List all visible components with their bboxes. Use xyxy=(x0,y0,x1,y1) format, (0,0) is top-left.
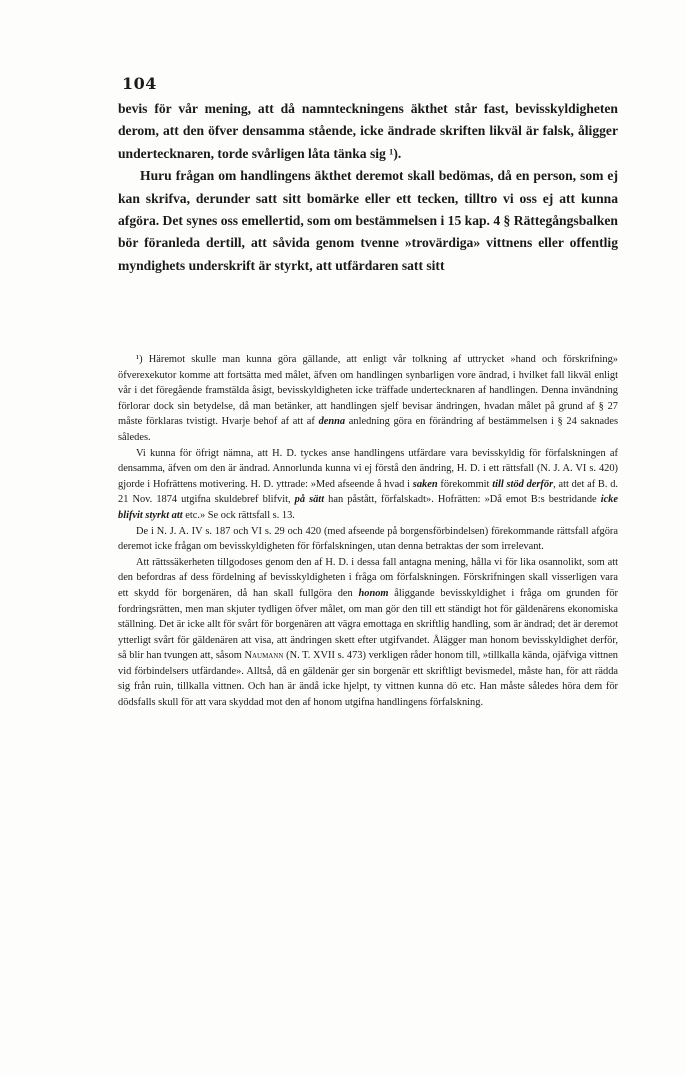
footnote-4-small-caps-name: Naumann xyxy=(244,650,284,662)
footnote-4 xyxy=(118,555,618,711)
footnote-2-emphasis-1: saken xyxy=(412,478,438,490)
footnote-4-emphasis: honom xyxy=(358,587,389,599)
footnote-4-text-c: (N. T. XVII s. 473) verkligen råder honom till, »tillkalla kända, ojäfviga vittnen vid förbindelsers utfärdande». Alltså, då en gäldenär ger sin borgenär ett skriftligt bevismedel, måste han, för att rädda sig från ruin, tillkalla vittnen. Och han är ändå icke hjelpt, ty vittnen kunna dö etc. Han måste således höra dem för dödsfalls skull för att vara skyddad mot den af honom utgifna handlingens förfalskning. xyxy=(118,650,619,709)
page-number: 104 xyxy=(122,74,157,93)
main-paragraph-2: Huru frågan om handlingens äkthet deremot skall bedömas, då en person, som ej kan skrifva, derunder satt sitt bomärke eller ett tecken, tilltro vi oss ej att kunna afgöra. Det synes oss emellertid, som om bestämmelsen i 15 kap. 4 § Rättegångsbalken bör föranleda dertill, att såvida genom tvenne »trovärdiga» vittnens eller offentlig myndighets underskrift är styrkt, att utfärdaren satt sitt xyxy=(118,168,618,273)
footnote-2-emphasis-2: till stöd derför xyxy=(492,478,554,490)
footnote-1 xyxy=(118,352,618,446)
main-text xyxy=(118,98,618,277)
footnote-2-text-b: förekommit xyxy=(437,478,493,490)
footnote-2-text-d: han påstått, förfalskadt». Hofrätten: »Då emot B:s bestridande xyxy=(324,494,601,506)
footnote-1-text-a: ¹) Häremot skulle man kunna göra gällande, att enligt vår tolkning af uttrycket »hand och förskrifning» öfverexekutor komme att fortsätta med målet, äfven om handlingen synbarligen vore ändrad, i hvilket fall likväl enligt vår i det föregående framstälda åsigt, bevisskyldigheten icke träffade undertecknaren af handlingen. Denna invändning förlorar dock sin betydelse, då man betänker, att handlingen sjelf bevisar ändringen, hvadan målet på grund af § 27 måste förklaras tvistigt. Hvarje behof af att af xyxy=(118,354,618,428)
main-paragraph-1: bevis för vår mening, att då namnteckningens äkthet står fast, bevisskyldigheten derom, att den öfver densamma stående, icke ändrade skriften likväl är falsk, åligger undertecknaren, torde svårligen låta tänka sig ¹). xyxy=(118,101,618,161)
footnote-2-emphasis-3: på sätt xyxy=(294,494,325,506)
footnote-2-emphasis-4: icke blifvit styrkt att xyxy=(118,494,618,521)
footnote-4-text-a: Att rättssäkerheten tillgodoses genom den af H. D. i dessa fall antagna mening, hålla vi för lika osannolikt, som att den befordras af dess fördelning af bevisskyldigheten i fråga om förfalskningen. Förskrifningen skall visserligen vara ett skydd för borgenären, då han skall fullgöra den xyxy=(118,556,618,599)
footnote-2-text-e: etc.» Se ock rättsfall s. 13. xyxy=(182,509,295,521)
footnotes xyxy=(118,352,618,711)
footnote-2-text-c: , att det af B. d. 21 Nov. 1874 utgifna skuldebref blifvit, xyxy=(118,478,618,506)
footnote-2-text-a: Vi kunna för öfrigt nämna, att H. D. tyckes anse handlingens utfärdare vara bevisskyldig för förfalskningen af densamma, äfven om den är ändrad. Annorlunda kunna vi ej förstå den ändring, H. D. i ett rättsfall (N. J. A. VI s. 420) gjorde i Hofrättens motivering. H. D. yttrade: »Med afseende å hvad i xyxy=(118,447,618,490)
footnote-2 xyxy=(118,446,618,524)
footnote-3: De i N. J. A. IV s. 187 och VI s. 29 och 420 (med afseende på borgensförbindelsen) förekommande rättsfall afgöra deremot icke frågan om bevisskyldigheten för förfalskningen, utan denna betraktas der som irrelevant. xyxy=(118,525,618,553)
footnote-1-emphasis: denna xyxy=(318,416,346,428)
footnote-4-text-b: åliggande bevisskyldighet i fråga om grunden för fordringsrätten, men man skjuter tydligen öfver målet, om man gör den till ett ständigt hot för gäldenärens ekonomiska ställning. Det är icke allt för svårt för borgenären att vägra emottaga en skriftlig handling, som är ändrad; det är deremot ytterligt svårt för gäldenären att visa, att ändringen skett efter utgifvandet. Ålägger man honom bevisskyldighet derför, så blir han tvungen att, såsom xyxy=(118,587,618,662)
footnote-1-text-b: anledning göra en förändring af bestämmelsen i § 24 saknades således. xyxy=(118,416,618,443)
